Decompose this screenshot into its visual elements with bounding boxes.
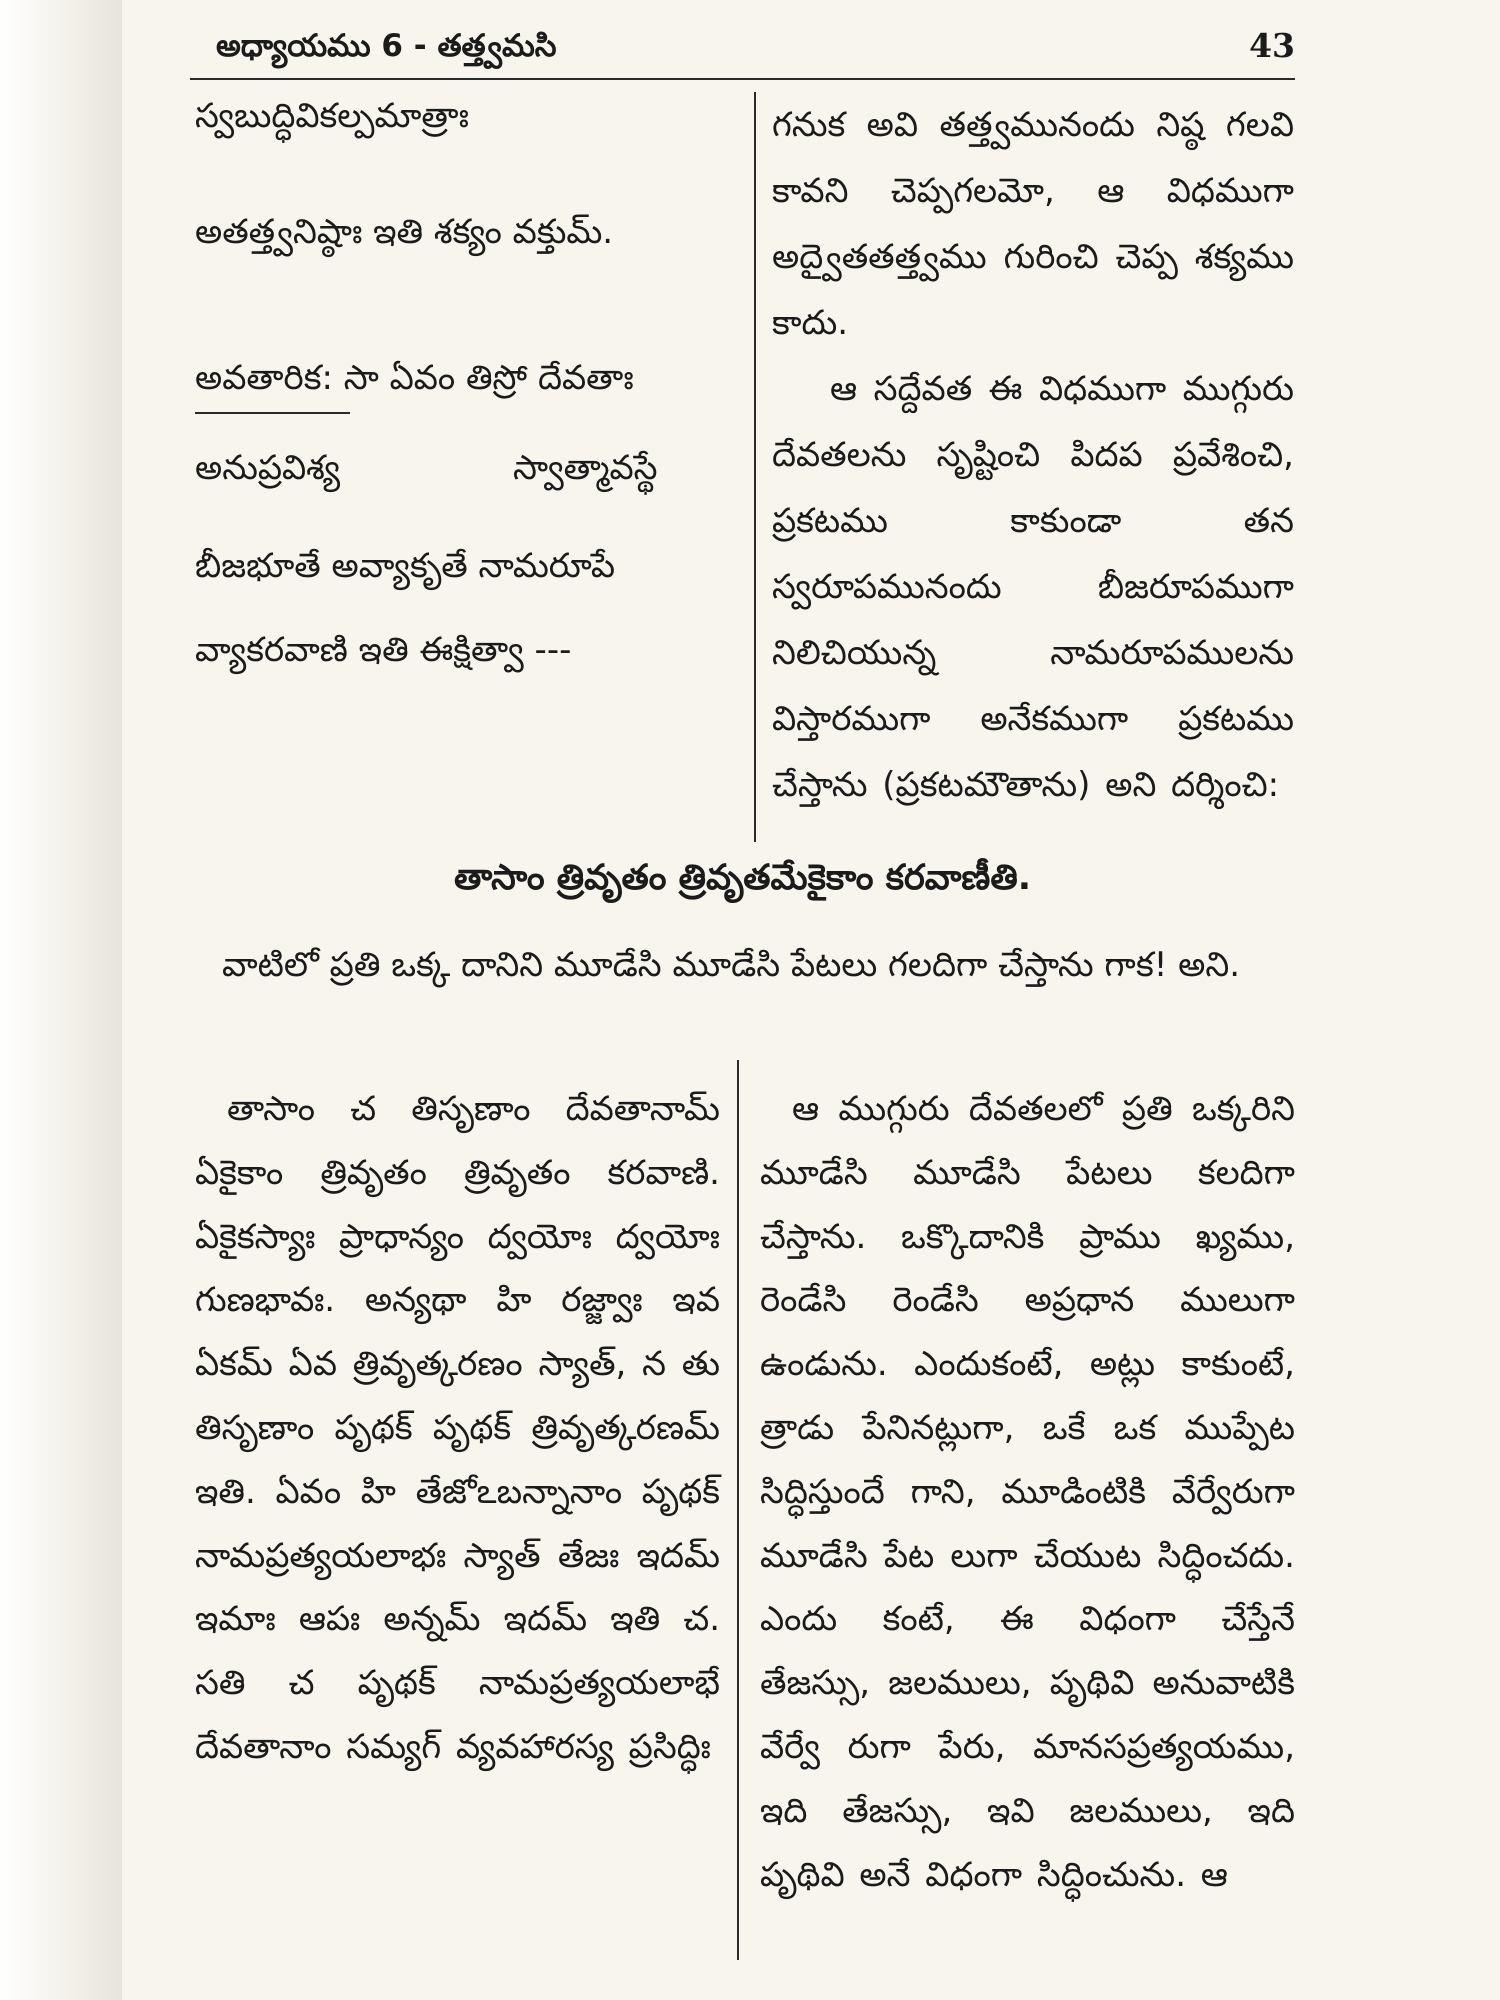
sanskrit-line: అనుప్రవిశ్య స్వాత్మావస్థే bbox=[195, 448, 658, 488]
bottom-column-divider bbox=[737, 1060, 739, 1960]
sanskrit-line: స్వబుద్ధివికల్పమాత్రాః bbox=[195, 96, 469, 136]
page-number: 43 bbox=[1249, 26, 1295, 65]
sanskrit-line: బీజభూతే అవ్యాకృతే నామరూపే bbox=[195, 546, 616, 586]
sanskrit-commentary: తాసాం చ తిసృణాం దేవతానామ్ ఏకైకాం త్రివృతం త్రివృతం కరవాణి. ఏకైకస్యాః ప్రాధాన్యం ద్వయోః ద్వయోః గుణభావః. అన్యథా హి రజ్జ్వాః ఇవ ఏకమ్ ఏవ త్రివృత్కరణం స్యాత్, న తు తిసృణాం పృథక్ పృథక్ త్రివృత్కరణమ్ ఇతి. ఏవం హి తేజోఽబన్నానాం పృథక్ నామప్రత్యయలాభః స్యాత్ తేజః ఇదమ్ ఇమాః ఆపః అన్నమ్ ఇదమ్ ఇతి చ. సతి చ పృథక్ నామప్రత్యయలాభే దేవతానాం సమ్యగ్ వ్యవహారస్య ప్రసిద్ధిః bbox=[195, 1089, 720, 1767]
top-column-divider bbox=[754, 92, 756, 842]
telugu-paragraph: గనుక అవి తత్త్వమునందు నిష్ఠ గలవి కావని చెప్పగలమో, ఆ విధముగా అద్వైతతత్త్వము గురించి చెప్ప శక్యము కాదు. bbox=[772, 105, 1294, 343]
book-gutter bbox=[0, 0, 122, 2000]
telugu-paragraph: ఆ సద్దేవత ఈ విధముగా ముగ్గురు దేవతలను సృష్టించి పిదప ప్రవేశించి, ప్రకటము కాకుండా తన స్వరూపమునందు బీజరూపముగా నిలిచియున్న నామరూపములను విస్తారముగా అనేకముగా ప్రకటము చేస్తాను (ప్రకటమౌతాను) అని దర్శించి: bbox=[772, 369, 1294, 805]
chapter-title: అధ్యాయము 6 - తత్త్వమసి bbox=[216, 28, 557, 64]
verse-translation: వాటిలో ప్రతి ఒక్క దానిని మూడేసి మూడేసి పేటలు గలదిగా చేస్తాను గాక! అని. bbox=[222, 945, 1241, 985]
page-header bbox=[190, 18, 1295, 80]
avatarika-underline bbox=[195, 412, 350, 414]
sanskrit-line: వ్యాకరవాణి ఇతి ఈక్షిత్వా --- bbox=[195, 630, 572, 670]
avatarika-line: అవతారిక: సా ఏవం తిస్రో దేవతాః bbox=[195, 358, 634, 398]
sanskrit-line: అతత్త్వనిష్ఠాః ఇతి శక్యం వక్తుమ్. bbox=[195, 212, 614, 252]
mantra-verse: తాసాం త్రివృతం త్రివృతమేకైకాం కరవాణీతి. bbox=[453, 858, 1032, 898]
telugu-commentary: ఆ ముగ్గురు దేవతలలో ప్రతి ఒక్కరిని మూడేసి మూడేసి పేటలు కలదిగా చేస్తాను. ఒక్కొదానికి ప్రాము ఖ్యము, రెండేసి రెండేసి అప్రధాన ములుగా ఉండును. ఎందుకంటే, అట్లు కాకుంటే, త్రాడు పేనినట్లుగా, ఒకే ఒక ముప్పేట సిద్ధిస్తుందే గాని, మూడింటికి వేర్వేరుగా మూడేసి పేట లుగా చేయుట సిద్ధించదు. ఎందు కంటే, ఈ విధంగా చేస్తేనే తేజస్సు, జలములు, పృథివి అనువాటికి వేర్వే రుగా పేరు, మానసప్రత్యయము, ఇది తేజస్సు, ఇవి జలములు, ఇది పృథివి అనే విధంగా సిద్ధించును. ఆ bbox=[760, 1089, 1295, 1895]
